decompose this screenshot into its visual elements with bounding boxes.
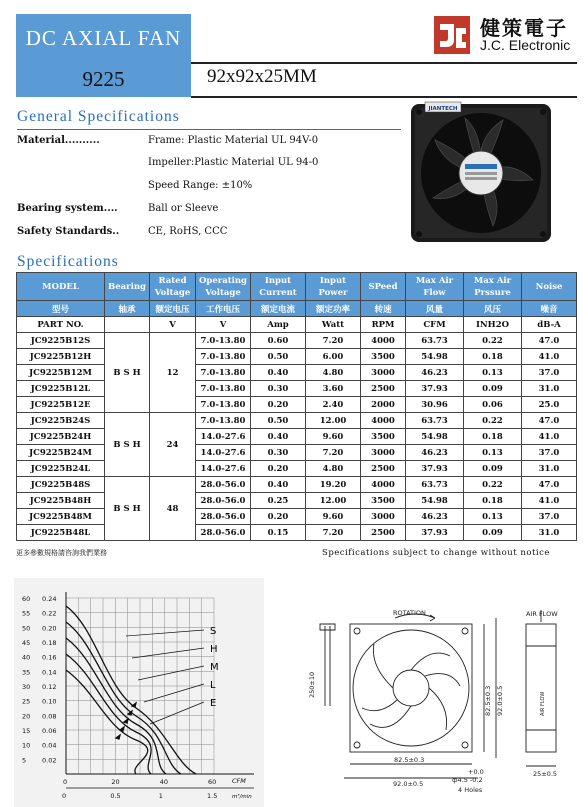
general-spec-title: General Specifications: [17, 108, 180, 125]
dim-lead: 250±10: [308, 671, 316, 698]
table-row: [17, 445, 577, 461]
bearing-label: Bearing system....: [17, 203, 118, 214]
power-cell: 12.00: [306, 493, 361, 509]
model-cell: JC9225B48M: [17, 509, 105, 525]
airflow-cell: 63.73: [406, 477, 464, 493]
pressure-cell: 0.22: [464, 413, 522, 429]
speed-cell: 3000: [361, 365, 406, 381]
curve-label-e: E: [210, 698, 217, 709]
airflow-cell: 30.96: [406, 397, 464, 413]
power-cell: 4.80: [306, 461, 361, 477]
unit-cell: Amp: [251, 317, 306, 333]
model-cell: JC9225B24L: [17, 461, 105, 477]
x-m3-unit: m³/min: [232, 794, 252, 800]
performance-chart: [14, 578, 264, 807]
model-cell: JC9225B48S: [17, 477, 105, 493]
operating-voltage-cell: 7.0-13.80: [196, 349, 251, 365]
y-right-tick: 0.04: [42, 741, 57, 750]
y-left-tick: 30: [22, 683, 31, 691]
noise-cell: 37.0: [522, 445, 577, 461]
airflow-cell: 37.93: [406, 525, 464, 541]
operating-voltage-cell: 14.0-27.6: [196, 445, 251, 461]
pressure-cell: 0.06: [464, 397, 522, 413]
table-row: [17, 397, 577, 413]
x-m3-tick: 0.5: [110, 792, 121, 800]
pressure-cell: 0.09: [464, 525, 522, 541]
table-row: [17, 477, 577, 493]
material-frame: Frame: Plastic Material UL 94V-0: [148, 135, 319, 146]
model-cell: JC9225B24M: [17, 445, 105, 461]
y-right-tick: 0.22: [42, 609, 57, 618]
speed-cell: 4000: [361, 333, 406, 349]
pressure-cell: 0.18: [464, 429, 522, 445]
noise-cell: 47.0: [522, 413, 577, 429]
airflow-cell: 54.98: [406, 493, 464, 509]
col-header-9: Noise: [522, 273, 577, 301]
model-cell: JC9225B12M: [17, 365, 105, 381]
table-row: [17, 333, 577, 349]
current-cell: 0.20: [251, 509, 306, 525]
table-row: [17, 461, 577, 477]
col-header-5: Input Power: [306, 273, 361, 301]
rotation-label: ROTATION: [393, 609, 426, 617]
y-right-tick: 0.24: [42, 595, 57, 603]
pressure-cell: 0.22: [464, 477, 522, 493]
col-header-6: SPeed: [361, 273, 406, 301]
table-row: [17, 525, 577, 541]
current-cell: 0.40: [251, 429, 306, 445]
col-header-7: Max Air Flow: [406, 273, 464, 301]
table-row: [17, 429, 577, 445]
power-cell: 3.60: [306, 381, 361, 397]
noise-cell: 31.0: [522, 525, 577, 541]
x-cfm-tick: 60: [208, 778, 217, 786]
curve-label-m: M: [210, 662, 219, 673]
unit-cell: dB-A: [522, 317, 577, 333]
y-right-tick: 0.10: [42, 697, 57, 706]
bearing-cell: B S H: [105, 333, 150, 413]
col-header-cn-1: 轴承: [105, 301, 150, 317]
dim-hole-tol: +0.0: [468, 768, 484, 776]
bearing-cell: B S H: [105, 477, 150, 541]
dim-hole-dia: ф4.5 -0.2: [452, 776, 483, 784]
product-type-banner: [16, 14, 191, 62]
current-cell: 0.40: [251, 477, 306, 493]
x-cfm-tick: 20: [111, 778, 120, 786]
pressure-cell: 0.18: [464, 493, 522, 509]
specifications-title: Specifications: [17, 253, 119, 270]
model-cell: JC9225B12S: [17, 333, 105, 349]
airflow-cell: 54.98: [406, 429, 464, 445]
y-left-tick: 40: [22, 653, 31, 662]
model-number: 9225: [82, 67, 125, 91]
brand-name-cn: 健策電子: [480, 16, 568, 40]
airflow-cell: 37.93: [406, 381, 464, 397]
model-banner: [16, 62, 191, 97]
power-cell: 19.20: [306, 477, 361, 493]
speed-range: Speed Range: ±10%: [148, 180, 253, 191]
current-cell: 0.30: [251, 445, 306, 461]
x-m3-tick: 0: [62, 792, 67, 800]
operating-voltage-cell: 28.0-56.0: [196, 509, 251, 525]
col-header-2: Rated Voltage: [150, 273, 196, 301]
jc-logo-icon: [432, 14, 472, 56]
product-type: DC AXIAL FAN: [25, 25, 182, 50]
material-label: Material..........: [17, 135, 100, 146]
table-row: [17, 509, 577, 525]
speed-cell: 3500: [361, 429, 406, 445]
pressure-cell: 0.09: [464, 381, 522, 397]
mechanical-drawing: [300, 606, 582, 806]
operating-voltage-cell: 28.0-56.0: [196, 525, 251, 541]
y-left-tick: 25: [22, 697, 31, 706]
speed-cell: 2000: [361, 397, 406, 413]
power-cell: 9.60: [306, 429, 361, 445]
material-impeller: Impeller:Plastic Material UL 94-0: [148, 157, 319, 168]
col-header-cn-6: 转速: [361, 301, 406, 317]
power-cell: 6.00: [306, 349, 361, 365]
unit-cell: CFM: [406, 317, 464, 333]
operating-voltage-cell: 7.0-13.80: [196, 365, 251, 381]
rated-voltage-cell: 48: [150, 477, 196, 541]
air-flow-label: AIR FLOW: [526, 610, 558, 618]
col-header-3: Operating Voltage: [196, 273, 251, 301]
current-cell: 0.50: [251, 349, 306, 365]
col-header-cn-2: 额定电压: [150, 301, 196, 317]
table-row: [17, 413, 577, 429]
y-left-tick: 35: [22, 668, 31, 677]
noise-cell: 37.0: [522, 509, 577, 525]
table-header-en: [17, 273, 577, 301]
y-left-tick: 55: [22, 609, 31, 618]
y-right-tick: 0.06: [42, 727, 57, 735]
pressure-cell: 0.13: [464, 509, 522, 525]
model-cell: JC9225B12E: [17, 397, 105, 413]
col-header-0: MODEL: [17, 273, 105, 301]
power-cell: 9.60: [306, 509, 361, 525]
operating-voltage-cell: 7.0-13.80: [196, 333, 251, 349]
unit-cell: RPM: [361, 317, 406, 333]
photo-label: JIANTECH: [428, 106, 458, 112]
specs-table: [16, 272, 577, 541]
current-cell: 0.20: [251, 397, 306, 413]
current-cell: 0.50: [251, 413, 306, 429]
pressure-cell: 0.18: [464, 349, 522, 365]
x-m3-tick: 1: [158, 792, 163, 800]
table-row: [17, 493, 577, 509]
model-cell: JC9225B48H: [17, 493, 105, 509]
units-row: [17, 317, 577, 333]
safety-label: Safety Standards..: [17, 226, 120, 237]
curve-label-s: S: [210, 626, 217, 637]
dim-92-right: 92.0±0.5: [496, 685, 504, 716]
curve-label-l: L: [210, 680, 216, 691]
dim-depth: 25±0.5: [533, 770, 558, 778]
y-left-tick: 60: [22, 595, 31, 603]
operating-voltage-cell: 7.0-13.80: [196, 397, 251, 413]
airflow-cell: 46.23: [406, 365, 464, 381]
fan-photo: [405, 98, 555, 248]
airflow-cell: 54.98: [406, 349, 464, 365]
dim-82-right: 82.5±0.3: [484, 685, 492, 716]
general-spec-rule: [17, 129, 401, 130]
y-left-tick: 5: [22, 756, 27, 765]
col-header-cn-4: 额定电流: [251, 301, 306, 317]
speed-cell: 3500: [361, 349, 406, 365]
col-header-cn-5: 额定功率: [306, 301, 361, 317]
speed-cell: 4000: [361, 413, 406, 429]
col-header-8: Max Air Prssure: [464, 273, 522, 301]
bearing-cell: B S H: [105, 413, 150, 477]
col-header-cn-0: 型号: [17, 301, 105, 317]
current-cell: 0.60: [251, 333, 306, 349]
noise-cell: 41.0: [522, 349, 577, 365]
noise-cell: 41.0: [522, 429, 577, 445]
brand-name-en: J.C. Electronic: [480, 37, 571, 53]
dim-82-bottom: 82.5±0.3: [394, 756, 425, 764]
unit-cell: V: [150, 317, 196, 333]
current-cell: 0.40: [251, 365, 306, 381]
model-cell: JC9225B12H: [17, 349, 105, 365]
y-right-tick: 0.12: [42, 683, 57, 691]
col-header-cn-8: 风压: [464, 301, 522, 317]
note-disclaimer: Specifications subject to change without notice: [322, 548, 550, 558]
current-cell: 0.25: [251, 493, 306, 509]
col-header-cn-7: 风量: [406, 301, 464, 317]
header-rule-top: [191, 62, 577, 64]
x-cfm-unit: CFM: [232, 777, 246, 785]
operating-voltage-cell: 7.0-13.80: [196, 381, 251, 397]
unit-cell: [105, 317, 150, 333]
fan-outline: [350, 624, 472, 752]
airflow-cell: 63.73: [406, 413, 464, 429]
noise-cell: 31.0: [522, 381, 577, 397]
pressure-cell: 0.13: [464, 445, 522, 461]
table-header-cn: [17, 301, 577, 317]
y-left-tick: 15: [22, 727, 31, 735]
airflow-cell: 46.23: [406, 445, 464, 461]
x-cfm-tick: 40: [159, 778, 168, 786]
model-cell: JC9225B48L: [17, 525, 105, 541]
operating-voltage-cell: 28.0-56.0: [196, 477, 251, 493]
curve-label-h: H: [210, 644, 218, 655]
speed-cell: 2500: [361, 381, 406, 397]
power-cell: 2.40: [306, 397, 361, 413]
speed-cell: 2500: [361, 525, 406, 541]
operating-voltage-cell: 28.0-56.0: [196, 493, 251, 509]
unit-cell: PART NO.: [17, 317, 105, 333]
x-m3-tick: 1.5: [207, 792, 218, 800]
model-cell: JC9225B24H: [17, 429, 105, 445]
rated-voltage-cell: 12: [150, 333, 196, 413]
unit-cell: Watt: [306, 317, 361, 333]
airflow-cell: 37.93: [406, 461, 464, 477]
table-row: [17, 365, 577, 381]
noise-cell: 41.0: [522, 493, 577, 509]
unit-cell: V: [196, 317, 251, 333]
speed-cell: 3000: [361, 509, 406, 525]
noise-cell: 25.0: [522, 397, 577, 413]
airflow-cell: 46.23: [406, 509, 464, 525]
note-cn: 更多參數規格請咨詢我們業務: [16, 549, 107, 557]
current-cell: 0.20: [251, 461, 306, 477]
operating-voltage-cell: 14.0-27.6: [196, 429, 251, 445]
operating-voltage-cell: 7.0-13.80: [196, 413, 251, 429]
unit-cell: INH2O: [464, 317, 522, 333]
airflow-cell: 63.73: [406, 333, 464, 349]
dim-92-bottom: 92.0±0.5: [393, 780, 424, 788]
noise-cell: 47.0: [522, 477, 577, 493]
y-right-tick: 0.14: [42, 668, 57, 677]
model-cell: JC9225B12L: [17, 381, 105, 397]
table-row: [17, 349, 577, 365]
col-header-cn-9: 噪音: [522, 301, 577, 317]
dim-holes-count: 4 Holes: [458, 786, 483, 794]
dimensions-text: 92x92x25MM: [207, 66, 317, 87]
col-header-1: Bearing: [105, 273, 150, 301]
table-row: [17, 381, 577, 397]
y-right-tick: 0.20: [42, 624, 57, 633]
safety-value: CE, RoHS, CCC: [148, 226, 228, 237]
speed-cell: 3500: [361, 493, 406, 509]
bearing-value: Ball or Sleeve: [148, 203, 219, 214]
col-header-cn-3: 工作电压: [196, 301, 251, 317]
operating-voltage-cell: 14.0-27.6: [196, 461, 251, 477]
y-left-tick: 10: [22, 741, 31, 750]
col-header-4: Input Current: [251, 273, 306, 301]
power-cell: 7.20: [306, 525, 361, 541]
y-left-tick: 20: [22, 712, 31, 721]
noise-cell: 37.0: [522, 365, 577, 381]
pressure-cell: 0.13: [464, 365, 522, 381]
current-cell: 0.15: [251, 525, 306, 541]
y-left-tick: 50: [22, 624, 31, 633]
speed-cell: 3000: [361, 445, 406, 461]
speed-cell: 2500: [361, 461, 406, 477]
noise-cell: 47.0: [522, 333, 577, 349]
current-cell: 0.30: [251, 381, 306, 397]
power-cell: 7.20: [306, 445, 361, 461]
noise-cell: 31.0: [522, 461, 577, 477]
pressure-cell: 0.22: [464, 333, 522, 349]
rated-voltage-cell: 24: [150, 413, 196, 477]
model-cell: JC9225B24S: [17, 413, 105, 429]
power-cell: 7.20: [306, 333, 361, 349]
power-cell: 12.00: [306, 413, 361, 429]
y-left-tick: 45: [22, 639, 31, 647]
speed-cell: 4000: [361, 477, 406, 493]
y-right-tick: 0.18: [42, 639, 57, 647]
y-right-tick: 0.02: [42, 756, 57, 765]
pressure-cell: 0.09: [464, 461, 522, 477]
y-right-tick: 0.16: [42, 653, 57, 662]
y-right-tick: 0.08: [42, 712, 57, 721]
x-cfm-tick: 0: [63, 778, 68, 786]
power-cell: 4.80: [306, 365, 361, 381]
side-air-flow: AIR FLOW: [540, 691, 546, 716]
